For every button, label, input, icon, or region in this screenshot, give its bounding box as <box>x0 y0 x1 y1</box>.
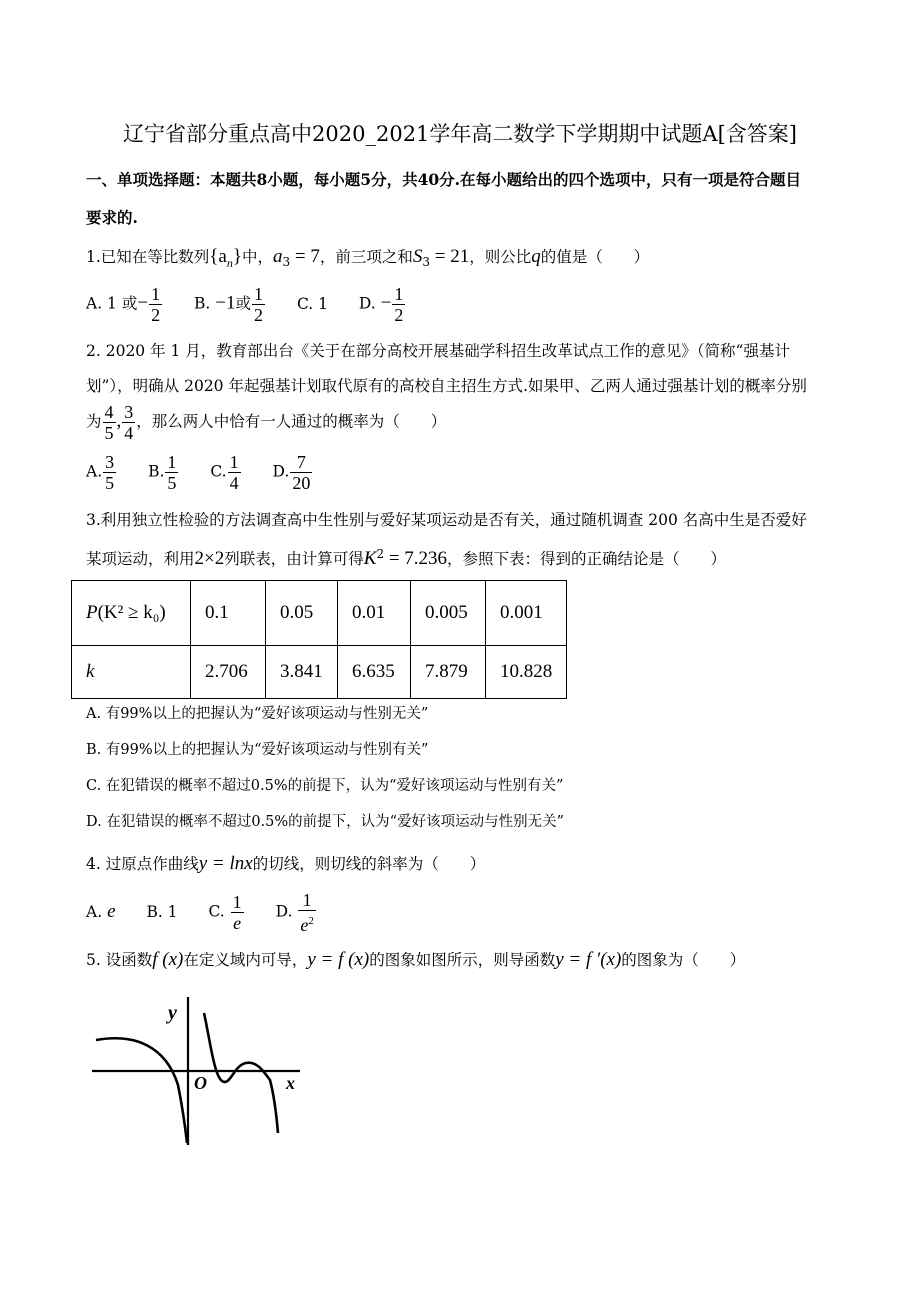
q1-q: q <box>531 246 541 267</box>
q1-a3-sub: 3 <box>282 255 291 270</box>
table-cell: 0.001 <box>486 581 567 646</box>
q1-s3-val: = 21 <box>430 246 470 267</box>
q1-option-b-pre: −1 <box>215 292 236 314</box>
q2-option-c-num: 1 <box>229 452 239 472</box>
q1-option-b-label: B. <box>194 294 211 313</box>
q2-frac-1 <box>103 402 116 443</box>
table-cell: 6.635 <box>338 646 411 699</box>
q3-k2: K <box>363 548 377 570</box>
question-2-line2: 划”），明确从 2020 年起强基计划取代原有的高校自主招生方式.如果甲、乙两人通过强基计划的概率分别 <box>86 377 807 395</box>
critical-value-table <box>71 580 567 699</box>
q2-option-c-frac <box>228 452 241 493</box>
q1-option-d-den: 2 <box>394 305 404 325</box>
q1-option-d-num: 1 <box>394 284 404 304</box>
q1-option-d <box>359 284 406 325</box>
q2-option-d-den: 20 <box>292 473 311 493</box>
q5-yfpx: y = f ′(x) <box>555 949 622 970</box>
table-head-p <box>72 581 191 646</box>
q5-prefix: 5. 设函数 <box>86 951 153 969</box>
graph-label-origin: O <box>194 1073 207 1093</box>
q2-option-c <box>210 452 241 493</box>
q3-option-c: C. 在犯错误的概率不超过0.5%的前提下，认为“爱好该项运动与性别有关” <box>86 778 564 794</box>
q2-option-b-label: B. <box>148 462 165 481</box>
q1-option-a <box>86 284 163 325</box>
q4-option-c-label: C. <box>208 902 225 921</box>
question-4-options <box>86 890 343 935</box>
q2-option-a-num: 3 <box>105 452 115 472</box>
q1-a3: a <box>273 246 283 267</box>
q1-prefix: 1.已知在等比数列 <box>86 248 210 266</box>
q2-line3-pre: 为 <box>86 412 102 431</box>
table-cell: 10.828 <box>486 646 567 699</box>
q2-option-b-frac <box>165 452 178 493</box>
q1-seq <box>209 246 242 270</box>
q1-option-a-frac <box>149 284 162 325</box>
q2-option-c-label: C. <box>210 462 227 481</box>
graph-label-y: y <box>168 1002 177 1024</box>
q2-option-b <box>148 452 179 493</box>
question-1 <box>86 245 649 271</box>
q3-line2-mid: 列联表，由计算可得 <box>224 550 364 569</box>
table-cell: 7.879 <box>411 646 486 699</box>
q2-frac-1-den: 5 <box>104 423 114 443</box>
q4-option-d-den-sup: 2 <box>308 915 314 927</box>
q1-option-a-den: 2 <box>151 305 161 325</box>
q2-line3-post: ，那么两人中恰有一人通过的概率为（ ） <box>136 412 447 431</box>
q4-option-c-num: 1 <box>232 892 242 912</box>
q2-option-a <box>86 452 117 493</box>
table-head-p-arg: (K² ≥ k₀) <box>97 602 166 623</box>
q4-option-d <box>276 890 317 935</box>
graph-label-x: x <box>286 1073 295 1093</box>
q2-option-c-den: 4 <box>229 473 239 493</box>
q1-option-a-sign: − <box>137 292 149 314</box>
question-1-options <box>86 284 432 325</box>
q1-option-d-label: D. <box>358 294 376 313</box>
question-3-line1: 3.利用独立性检验的方法调查高中生性别与爱好某项运动是否有关，通过随机调查 200 名高中生是否爱好 <box>86 511 807 529</box>
q2-frac-2-den: 4 <box>124 423 134 443</box>
q1-seq-a: {a <box>209 246 227 267</box>
q2-option-b-den: 5 <box>167 473 177 493</box>
question-3-line2 <box>86 547 726 570</box>
q1-a3-val: = 7 <box>290 246 320 267</box>
q5-suffix: 的图象为（ ） <box>621 951 746 969</box>
q2-option-d-num: 7 <box>290 452 312 473</box>
section-heading-line2: 要求的. <box>86 208 138 227</box>
q1-option-d-sign: − <box>380 292 392 314</box>
table-cell: 0.05 <box>266 581 338 646</box>
q3-line2-post: ，参照下表：得到的正确结论是（ ） <box>447 550 727 569</box>
q2-option-a-frac <box>103 452 116 493</box>
q2-comma: , <box>116 410 122 432</box>
q5-mid1: 在定义域内可导， <box>183 951 308 969</box>
question-2-options <box>86 452 339 493</box>
table-cell: 0.01 <box>338 581 411 646</box>
question-2-line1: 2. 2020 年 1 月，教育部出台《关于在部分高校开展基础学科招生改革试点工作的意见》（简称“强基计 <box>86 342 790 360</box>
curve-right-branch <box>204 1013 278 1133</box>
q1-option-c: C. 1 <box>296 294 328 313</box>
q3-option-b: B. 有99%以上的把握认为“爱好该项运动与性别有关” <box>86 742 429 758</box>
q3-line2-pre: 某项运动，利用 <box>86 550 195 569</box>
q1-option-b-den: 2 <box>254 305 263 325</box>
q4-option-b: B. 1 <box>146 902 178 921</box>
question-5 <box>86 948 745 971</box>
table-head-p-letter: P <box>86 602 98 623</box>
table-row <box>72 646 567 699</box>
q3-option-d: D. 在犯错误的概率不超过0.5%的前提下，认为“爱好该项运动与性别无关” <box>86 814 564 830</box>
q4-option-c <box>208 892 244 933</box>
q1-mid1: 中， <box>241 248 273 266</box>
q2-option-a-label: A. <box>86 462 103 481</box>
q1-option-a-label: A. 1 或 <box>86 294 138 313</box>
q3-k2-val: = 7.236 <box>384 548 448 570</box>
q1-s3: S <box>412 246 423 267</box>
q4-curve: y = ln <box>198 853 245 874</box>
q1-suffix: 的值是（ ） <box>540 248 650 266</box>
q4-option-a <box>86 901 116 923</box>
q3-k2-sup: 2 <box>376 547 385 561</box>
q5-mid2: 的图象如图所示，则导函数 <box>369 951 556 969</box>
q3-option-a: A. 有99%以上的把握认为“爱好该项运动与性别无关” <box>86 706 429 722</box>
q1-option-b-frac <box>252 284 265 325</box>
table-cell: 2.706 <box>191 646 266 699</box>
q4-option-a-label: A. <box>86 902 103 921</box>
q2-option-b-num: 1 <box>167 452 177 472</box>
section-heading-line1: 一、单项选择题：本题共8小题，每小题5分，共40分.在每小题给出的四个选项中，只有一项是符合题目 <box>86 170 802 189</box>
q1-option-b <box>194 284 266 325</box>
q2-frac-2-num: 3 <box>124 402 134 422</box>
q4-curve-x: x <box>244 853 253 874</box>
q2-option-a-den: 5 <box>105 473 115 493</box>
table-head-k-letter: k <box>86 661 95 682</box>
q1-s3-sub: 3 <box>422 255 431 270</box>
q4-prefix: 4. 过原点作曲线 <box>86 855 199 873</box>
q4-option-d-den: e <box>300 915 309 935</box>
q1-option-d-frac <box>392 284 405 325</box>
question-2-line3 <box>86 402 446 443</box>
q1-mid3: ，则公比 <box>469 248 532 266</box>
table-cell: 3.841 <box>266 646 338 699</box>
q2-frac-2 <box>122 402 135 443</box>
q2-frac-1-num: 4 <box>104 402 114 422</box>
curve-left-branch <box>96 1038 187 1143</box>
q2-option-d-label: D. <box>272 462 290 481</box>
q2-option-d-frac <box>290 452 312 493</box>
q4-option-c-frac <box>231 892 244 933</box>
table-cell: 0.005 <box>411 581 486 646</box>
q1-mid2: ，前三项之和 <box>319 248 413 266</box>
page-title: 辽宁省部分重点高中2020_2021学年高二数学下学期期中试题A[含答案] <box>123 122 797 146</box>
q4-suffix: 的切线，则切线的斜率为（ ） <box>252 855 486 873</box>
question-4 <box>86 852 485 875</box>
q1-option-b-num: 1 <box>254 284 263 304</box>
q1-seq-sub: n <box>226 255 233 270</box>
q4-option-d-label: D. <box>275 902 293 921</box>
table-row <box>72 581 567 646</box>
q1-option-a-num: 1 <box>151 284 161 304</box>
q5-yfx: y = f (x) <box>307 949 370 970</box>
q4-option-d-num: 1 <box>298 890 316 911</box>
q4-option-d-den-wrap <box>298 911 316 935</box>
q4-option-c-den: e <box>233 913 242 933</box>
function-graph <box>86 985 316 1150</box>
q5-fx: f (x) <box>152 949 184 970</box>
q4-option-d-frac <box>298 890 316 935</box>
q1-seq-close: } <box>232 246 242 267</box>
table-head-k <box>72 646 191 699</box>
table-cell: 0.1 <box>191 581 266 646</box>
q2-option-d <box>273 452 314 493</box>
q1-option-b-or: 或 <box>235 294 251 313</box>
q4-option-a-val: e <box>107 900 116 922</box>
q3-table-size: 2×2 <box>194 548 225 570</box>
